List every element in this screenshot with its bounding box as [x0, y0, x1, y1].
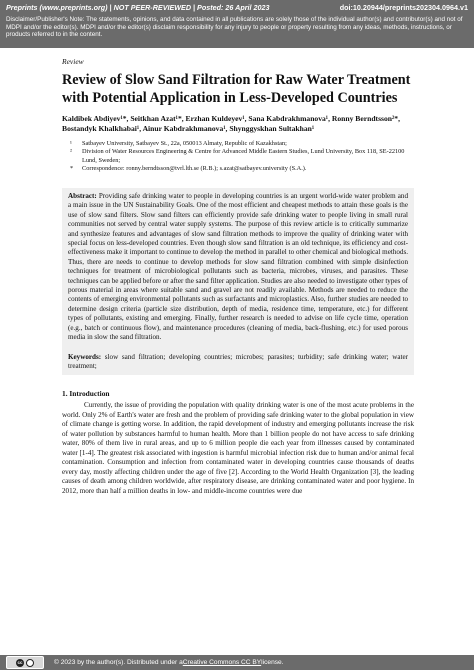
copyright-text: © 2023 by the author(s). Distributed under a [54, 659, 183, 666]
affiliation-mark: * [70, 164, 74, 172]
abstract-label: Abstract: [68, 192, 97, 200]
header-row [0, 0, 474, 15]
keywords-text: slow sand filtration; developing countries; microbes; parasites; turbidity; safe drinking water; water treatment; [68, 352, 408, 370]
affiliation-mark: ¹ [70, 140, 72, 148]
license-suffix: license. [261, 659, 284, 666]
affiliation-text: Division of Water Resources Engineering & Centre for Advanced Middle Eastern Studies, Lund University, Box 118, SE-22100 Lund, Sweden; [82, 148, 405, 164]
cc-by-badge-icon[interactable] [6, 656, 44, 669]
license-link[interactable]: Creative Commons CC BY [182, 659, 262, 666]
keywords-paragraph [68, 353, 408, 372]
section-heading: 1. Introduction [62, 389, 110, 399]
affiliation-text: Satbayev University, Satbayev St., 22a, 050013 Almaty, Republic of Kazakhstan; [82, 140, 287, 148]
affiliation-item [70, 165, 414, 173]
abstract-paragraph [68, 192, 408, 343]
abstract-box [62, 188, 414, 375]
author-list: Kaldibek Abdiyev¹*, Seitkhan Azat¹*, Erzhan Kuldeyev¹, Sana Kabdrakhmanova¹, Ronny Berndtsson²*, Bostandyk Khalkhabai¹, Ainur Kabdrakhmanova¹, Shynggyskhan Sultakhan¹ [62, 114, 400, 134]
affiliation-item [70, 148, 414, 164]
preprint-source-line: Preprints (www.preprints.org) | NOT PEER-REVIEWED | Posted: 26 April 2023 [6, 3, 270, 12]
introduction-section [62, 389, 414, 496]
affiliation-mark: ² [70, 148, 72, 156]
doi-link[interactable]: doi:10.20944/preprints202304.0964.v1 [339, 3, 468, 12]
affiliations [70, 140, 414, 173]
abstract-text: Providing safe drinking water to people in developing countries is an urgent world-wide water problem and a main issue in the UN Sustainability Goals. One of the most efficient and cheapest methods to attain these goals is the use of slow sand filters. Slow sand filters can efficiently provide safe drinking water to people living in small rural communities not served by central water supply systems. The purpose of this review article is to critically summarize and synthesize features and advantages of slow sand filtration methods to improve the quality of drinking water with special focus on less-developed countries. Even though slow sand filtration is an old technique, its efficiency and cost-effectiveness make it important to continue to develop the method in parallel to other chemical and biological methods. Thus, there are needs to continue to develop methods for slow sand filtration combined with simple disinfection techniques for treatment of microbiological pollutants such as bacteria, microbes, viruses, and parasites. These techniques can be applied before or after the sand filter application. Studies are also needed to investigate other types of porous material in areas where suitable sand and gravel are not readily available. Methods are needed to reduce the contents of emerging environmental pollutants such as surfactants and microplastics. Also, further studies are needed to determine design criteria (particle size distribution, depth of media, residence time, temperature, etc.) for different types of pollutants, existing and emerging. Finally, further research is needed to advise on life cycle time, operation (e.g., batch or continuous flow), and maintenance procedures (cleaning of media, back-flushing, etc.) for used porous media in slow the sand filtration. [68, 192, 408, 342]
correspondence-text: Correspondence: ronny.berndtsson@tvrl.lth.se (R.B.); s.azat@satbayev.university (S.A.). [82, 164, 307, 172]
affiliation-item [70, 140, 414, 148]
keywords-label: Keywords: [68, 352, 102, 361]
introduction-text: Currently, the issue of providing the population with quality drinking water is one of the most acute problems in the world. Only 2% of Earth's water are fresh and the problem of providing safe drinking water to the global population in view of climate change is getting worse. In addition, the rapid development of industry and emerging pollutants increase the risk of water pollution by substances harmful to human health. More than 1 billion people do not have access to safe drinking water, 80% of them live in rural areas, and up to 6 million people die each year from illnesses caused by contaminated water [1-4]. The greatest risk associated with ingestion is harmful microbial infection risk due to human and/or animal fecal contamination. Consumption and infection from contaminated water in developing countries cause thousands of deaths every day, mostly affecting children under the age of five [2]. According to the World Health Organization [3], the leading causes of death among children worldwide, after respiratory disease, are drinking contaminated water and poor hygiene. In 2012, more than half a million deaths in low- and middle-income countries were due [62, 401, 414, 495]
article-type: Review [62, 57, 84, 66]
paper-title: Review of Slow Sand Filtration for Raw Water Treatment with Potential Application in Less-Developed Countries [62, 72, 411, 106]
publisher-disclaimer: Disclaimer/Publisher's Note: The statements, opinions, and data contained in all publications are solely those of the individual author(s) and contributor(s) and not of MDPI and/or the editor(s). MDPI and/or the editor(s) disclaim responsibility for any injury to people or property resulting from any ideas, methods, instructions, or products referred to in the content. [6, 16, 463, 39]
preprint-header-bar [0, 0, 474, 48]
license-footer [0, 655, 474, 670]
paper-first-page [62, 57, 414, 496]
cc-icon: cc [17, 660, 23, 665]
attribution-icon [26, 659, 34, 667]
